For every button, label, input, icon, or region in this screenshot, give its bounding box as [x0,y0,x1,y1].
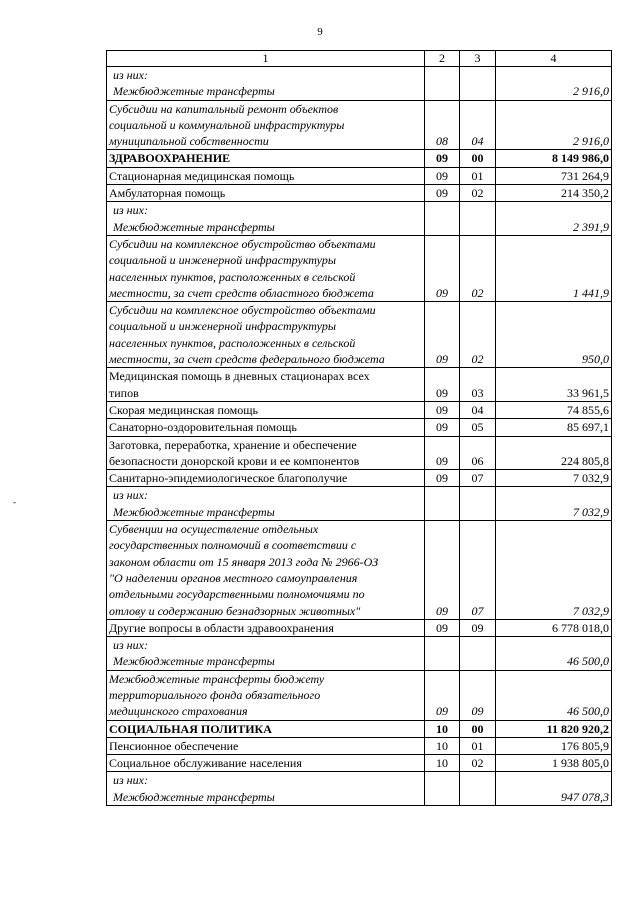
description-line: Пенсионное обеспечение [109,738,239,753]
section-code [425,202,460,236]
description-line: муниципальной собственности [109,134,269,149]
table-row [107,202,612,236]
amount-value: 11 820 920,2 [496,720,612,737]
amount-value: 33 961,5 [496,368,612,402]
table-row [107,487,612,521]
row-description [107,720,425,737]
subsection-code: 02 [460,185,496,202]
amount-value: 7 032,9 [496,521,612,620]
table-row [107,720,612,737]
subsection-code: 02 [460,302,496,368]
description-line: Санитарно-эпидемиологическое благополучие [109,471,348,486]
row-description [107,368,425,402]
amount-value: 1 441,9 [496,235,612,301]
description-line: социальной и коммунальной инфраструктуры [109,117,345,132]
row-description [107,100,425,150]
section-code: 10 [425,737,460,754]
table-row [107,737,612,754]
row-description [107,737,425,754]
amount-value: 46 500,0 [496,637,612,671]
row-description [107,521,425,620]
description-line: Субсидии на комплексное обустройство объектами [109,303,376,318]
description-line: местности, за счет средств областного бюджета [109,285,374,300]
row-description [107,235,425,301]
amount-value: 947 078,3 [496,772,612,806]
description-line: Межбюджетные трансферты [113,219,275,234]
amount-value: 2 391,9 [496,202,612,236]
description-line: из них: [113,488,148,503]
row-description [107,772,425,806]
row-description [107,487,425,521]
amount-value: 8 149 986,0 [496,150,612,167]
section-code: 08 [425,100,460,150]
subsection-code [460,202,496,236]
table-row [107,235,612,301]
description-line: территориального фонда обязательного [109,687,321,702]
amount-value: 74 855,6 [496,401,612,418]
row-description [107,670,425,720]
description-line: Субвенции на осуществление отдельных [109,522,319,537]
amount-value: 85 697,1 [496,419,612,436]
header-col-1: 1 [107,51,425,67]
description-line: типов [109,385,139,400]
table-row [107,436,612,470]
amount-value: 224 805,8 [496,436,612,470]
amount-value: 731 264,9 [496,167,612,184]
header-col-3: 3 [460,51,496,67]
section-code: 09 [425,670,460,720]
row-description [107,150,425,167]
description-line: отлову и содержанию безнадзорных животных" [109,603,361,618]
section-code: 09 [425,167,460,184]
subsection-code: 02 [460,235,496,301]
section-code: 09 [425,436,460,470]
table-row [107,302,612,368]
amount-value: 950,0 [496,302,612,368]
description-line: Другие вопросы в области здравоохранения [109,620,334,635]
description-line: Медицинская помощь в дневных стационарах всех [109,369,370,384]
description-line: населенных пунктов, расположенных в сельской [109,335,356,350]
description-line: Межбюджетные трансферты [113,84,275,99]
amount-value: 2 916,0 [496,100,612,150]
subsection-code: 07 [460,521,496,620]
description-line: безопасности донорской крови и ее компонентов [109,453,360,468]
amount-value: 6 778 018,0 [496,619,612,636]
row-description [107,67,425,101]
description-line: социальной и инженерной инфраструктуры [109,319,336,334]
table-row [107,619,612,636]
row-description [107,185,425,202]
description-line: Межбюджетные трансферты [113,789,275,804]
amount-value: 7 032,9 [496,470,612,487]
description-line: ЗДРАВООХРАНЕНИЕ [109,151,231,166]
subsection-code: 09 [460,619,496,636]
row-description [107,755,425,772]
amount-value: 7 032,9 [496,487,612,521]
table-row [107,670,612,720]
table-row [107,755,612,772]
row-description [107,202,425,236]
table-body [107,67,612,806]
amount-value: 176 805,9 [496,737,612,754]
subsection-code: 04 [460,401,496,418]
amount-value: 46 500,0 [496,670,612,720]
subsection-code: 02 [460,755,496,772]
description-line: Межбюджетные трансферты [113,504,275,519]
description-line: отдельными государственными полномочиями по [109,587,365,602]
subsection-code: 01 [460,737,496,754]
description-line: из них: [113,638,148,653]
table-row [107,167,612,184]
description-line: государственных полномочий в соответствии с [109,538,357,553]
amount-value: 1 938 805,0 [496,755,612,772]
table-row [107,521,612,620]
row-description [107,619,425,636]
header-col-4: 4 [496,51,612,67]
subsection-code: 09 [460,670,496,720]
section-code: 10 [425,755,460,772]
description-line: населенных пунктов, расположенных в сельской [109,269,356,284]
description-line: из них: [113,773,148,788]
table-row [107,150,612,167]
description-line: "О наделении органов местного самоуправления [109,570,358,585]
description-line: СОЦИАЛЬНАЯ ПОЛИТИКА [109,721,272,736]
description-line: местности, за счет средств федерального бюджета [109,352,385,367]
table-row [107,470,612,487]
subsection-code: 07 [460,470,496,487]
section-code [425,67,460,101]
description-line: Социальное обслуживание населения [109,756,302,771]
amount-value: 214 350,2 [496,185,612,202]
section-code: 09 [425,368,460,402]
description-line: социальной и инженерной инфраструктуры [109,253,336,268]
description-line: Заготовка, переработка, хранение и обеспечение [109,437,357,452]
table-row [107,419,612,436]
row-description [107,637,425,671]
description-line: Скорая медицинская помощь [109,402,258,417]
description-line: Межбюджетные трансферты [113,654,275,669]
section-code: 10 [425,720,460,737]
description-line: Стационарная медицинская помощь [109,168,295,183]
row-description [107,302,425,368]
page-number: 9 [317,26,323,38]
budget-table [106,50,612,806]
description-line: Межбюджетные трансферты бюджету [109,671,325,686]
amount-value: 2 916,0 [496,67,612,101]
section-code: 09 [425,470,460,487]
subsection-code: 01 [460,167,496,184]
row-description [107,419,425,436]
row-description [107,470,425,487]
description-line: из них: [113,68,148,82]
section-code: 09 [425,419,460,436]
section-code: 09 [425,619,460,636]
subsection-code [460,487,496,521]
table-header-row [107,51,612,67]
section-code: 09 [425,235,460,301]
section-code [425,487,460,521]
header-col-2: 2 [425,51,460,67]
subsection-code [460,772,496,806]
row-description [107,167,425,184]
section-code: 09 [425,521,460,620]
description-line: Амбулаторная помощь [109,186,226,201]
description-line: медицинского страхования [109,704,248,719]
subsection-code: 04 [460,100,496,150]
section-code: 09 [425,185,460,202]
subsection-code: 05 [460,419,496,436]
table-row [107,637,612,671]
subsection-code [460,637,496,671]
description-line: из них: [113,203,148,218]
subsection-code [460,67,496,101]
description-line: Субсидии на комплексное обустройство объектами [109,236,376,251]
margin-mark: - [13,497,16,507]
section-code: 09 [425,401,460,418]
table-row [107,67,612,101]
table-row [107,368,612,402]
section-code [425,772,460,806]
table-row [107,100,612,150]
description-line: Субсидии на капитальный ремонт объектов [109,101,339,116]
subsection-code: 06 [460,436,496,470]
section-code [425,637,460,671]
section-code: 09 [425,302,460,368]
description-line: законом области от 15 января 2013 года № 2966-ОЗ [109,554,379,569]
description-line: Санаторно-оздоровительная помощь [109,420,297,435]
subsection-code: 00 [460,720,496,737]
subsection-code: 00 [460,150,496,167]
table-row [107,772,612,806]
row-description [107,436,425,470]
table-row [107,185,612,202]
subsection-code: 03 [460,368,496,402]
table-row [107,401,612,418]
section-code: 09 [425,150,460,167]
row-description [107,401,425,418]
